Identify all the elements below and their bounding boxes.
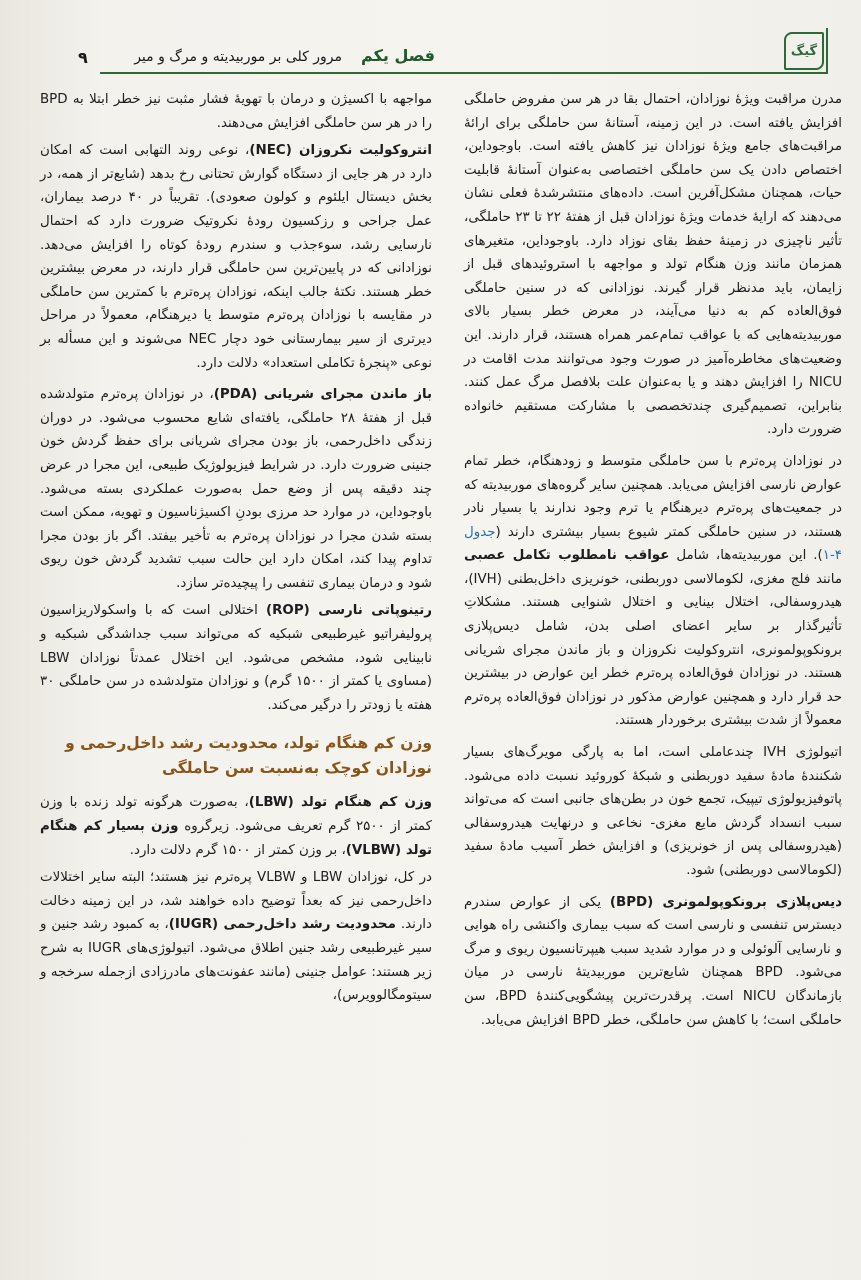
chapter-label: فصل یکم <box>361 46 435 65</box>
page-number: ۹ <box>78 48 88 67</box>
section-heading: وزن کم هنگام تولد، محدودیت رشد داخل‌رحمی و نوزادان کوچک به‌نسبت سن حاملگی <box>65 734 432 778</box>
term-rop: رتینوپاتی نارسی (ROP) <box>266 603 432 619</box>
term-neurodevelopmental: عواقب نامطلوب تکامل عصبی <box>464 548 670 564</box>
left-column <box>40 88 432 1012</box>
term-pda: باز ماندن مجرای شریانی (PDA) <box>213 387 432 403</box>
paragraph: مواجهه با اکسیژن و درمان با تهویهٔ فشار مثبت نیز خطر ابتلا به BPD را در هر سن حاملگی افزایش می‌دهند. <box>40 92 432 131</box>
paragraph: دیس‌پلازی برونکوپولمونری (BPD) یکی از عوارض سندرم دیسترس تنفسی و نارسی است که سبب بیماری واکنشی راه هوایی و نارسایی آلوئولی و در موارد شدید سبب هیپرتانسیون ریوی و مرگ می‌شود. BPD همچنان شایع‌ترین موربیدیتهٔ نارسی در میان بازماندگان NICU است. پرقدرت‌ترین پیشگویی‌کنندهٔ BPD، سن حاملگی است؛ با کاهش سن حاملگی، خطر BPD افزایش می‌یابد. <box>464 894 843 1028</box>
term-nec: انتروکولیت نکروزان (NEC) <box>249 143 433 159</box>
running-head: مرور کلی بر موربیدیته و مرگ و میر <box>134 49 342 65</box>
header-rule <box>100 72 828 74</box>
term-iugr: محدودیت رشد داخل‌رحمی (IUGR) <box>168 917 396 933</box>
paragraph: مدرن مراقبت ویژهٔ نوزادان، احتمال بقا در هر سن مفروض حاملگی افزایش یافته است. در این زمینه، آستانهٔ سن حاملگی برای ارائهٔ مراقبت‌های جامع ویژهٔ نوزادان نیز کاهش یافته است. باوجوداین، اختصاص دادن یک سن حاملگی اختصاصی به‌عنوان آستانهٔ قابلیت حیات، همچنان مشکل‌آفرین است. داده‌های منتشرشدهٔ فعلی نشان می‌دهند که ارایهٔ خدمات ویژهٔ نوزادان قبل از هفتهٔ ۲۲ تا ۲۳ حاملگی، تأثیر ناچیزی در زمینهٔ حفظ بقای نوزاد دارد. باوجوداین، متغیرهای همزمان مانند وزن هنگام تولد و مواجهه با استروئیدهای قبل از زایمان، باید مدنظر قرار گیرند. نوزادانی که در سنین حاملگی فوق‌العاده کم به دنیا می‌آیند، در معرض خطر بسیار بالای موربیدیته‌هایی که با عواقب تمام‌عمر همراه هستند، قرار دارند. این وضعیت‌های مخاطره‌آمیز در صورت وجود می‌توانند مدت اقامت در NICU را افزایش دهند و یا به‌عنوان علت بلافصل مرگ عمل کنند. بنابراین، تصمیم‌گیری چندتخصصی با مشارکت مستقیم خانواده ضرورت دارد. <box>464 92 842 438</box>
term-lbw: وزن کم هنگام تولد (LBW) <box>248 795 432 811</box>
table-reference-link[interactable]: جدول ۴-۱ <box>464 524 842 564</box>
term-bpd: دیس‌پلازی برونکوپولمونری (BPD) <box>609 894 843 910</box>
term-vlbw: وزن بسیار کم هنگام تولد (VLBW) <box>40 819 432 858</box>
paragraph: رتینوپاتی نارسی (ROP) اختلالی است که با واسکولاریزاسیون پرولیفراتیو غیرطبیعی شبکیه که می‌تواند سبب جداشدگی شبکیه و نابینایی شود، مشخص می‌شود. این اختلال عمدتاً نوزادان LBW (مساوی یا کمتر از ۱۵۰۰ گرم) و نوزادان متولدشده در سن حاملگی ۳۰ هفته یا زودتر را درگیر می‌کند. <box>40 603 433 713</box>
right-column <box>464 88 842 1036</box>
paragraph: در نوزادان پره‌ترم با سن حاملگی متوسط و زودهنگام، خطر تمام عوارض نارسی افزایش می‌یابد. همچنین سایر گروه‌های موربیدیته که در جمعیت‌های پره‌ترم دیرهنگام یا ترم وجود ندارند یا بسیار نادر هستند، در سنین حاملگی کمتر شیوع بسیار بیشتری دارند (جدول ۴-۱). این موربیدیته‌ها، شامل عواقب نامطلوب تکامل عصبی مانند فلج مغزی، لکومالاسی دوربطنی، خونریزی داخل‌بطنی (IVH)، هیدروسفالی، اختلال بینایی و اختلال شنوایی هستند. مشکلاتِ تأثیرگذار بر سایر اعضای اصلی بدن، شامل دیس‌پلازی برونکوپولمونری، انتروکولیت نکروزان و باز ماندن مجرای شریانی هستند. در نوزادان فوق‌العاده پره‌ترم خطر این عوارض در بیشترین حد قرار دارد و همچنین عوارض مذکور در نوزادان فوق‌العاده پره‌ترم معمولاً از شدت بیشتری برخوردار هستند. <box>464 453 842 729</box>
paragraph: وزن کم هنگام تولد (LBW)، به‌صورت هرگونه تولد زنده با وزن کمتر از ۲۵۰۰ گرم تعریف می‌شود. زیرگروه وزن بسیار کم هنگام تولد (VLBW)، بر وزن کمتر از ۱۵۰۰ گرم دلالت دارد. <box>40 795 432 858</box>
paragraph: در کل، نوزادان LBW و VLBW پره‌ترم نیز هستند؛ البته سایر اختلالات داخل‌رحمی نیز که بعداً توضیح داده خواهند شد، در این زمینه دخالت دارند. محدودیت رشد داخل‌رحمی (IUGR)، به کمبود رشد جنین و سیر غیرطبیعی رشد جنین اطلاق می‌شود. اتیولوژی‌های IUGR به شرح زیر هستند: عوامل جنینی (مانند عفونت‌های مادرزادی ازجمله سرخجه و سیتومگالوویرس)، <box>40 870 432 1004</box>
page-header <box>30 28 830 78</box>
header-side-rule <box>826 28 828 74</box>
paragraph: انتروکولیت نکروزان (NEC)، نوعی روند التهابی است که امکان دارد در هر جایی از دستگاه گوارش تحتانی رخ بدهد (شایع‌تر از همه، در بخش دیستال ایلئوم و کولون صعودی). تقریباً در ۴۰ درصد بیماران، عمل جراحی و رزکسیون رودهٔ نکروتیک ضرورت دارد که احتمال نارسایی رشد، سوء‌جذب و سندرم رودهٔ کوتاه را افزایش می‌دهد. نوزادانی که در پایین‌ترین سن حاملگی قرار دارند، در معرض بیشترین خطر هستند. نکتهٔ جالب اینکه، نوزادان پره‌ترم با کمترین سن حاملگی در مقایسه با نوزادان پره‌ترم متوسط یا دیرهنگام، معمولاً در مراحل دیرتری از سیر بیمارستانی خود دچار NEC می‌شوند و این مسأله بر نوعی «پنجرهٔ تکاملی استعداد» دلالت دارد. <box>40 143 433 371</box>
paragraph: اتیولوژی IVH چندعاملی است، اما به پارگی مویرگ‌های بسیار شکنندهٔ مادهٔ سفید دوربطنی و شبکهٔ کوروئید نسبت داده می‌شود. پاتوفیزیولوژی تیپیک، تجمع خون در بطن‌های جانبی است که می‌تواند سبب انسداد گردش مایع مغزی- نخاعی و درنهایت هیدروسفالی (هیدروسفالی پس از خونریزی) و افزایش خطر آسیب مادهٔ سفید (لکومالاسی دوربطنی) شود. <box>464 745 843 878</box>
paragraph: باز ماندن مجرای شریانی (PDA)، در نوزادان پره‌ترم متولدشده قبل از هفتهٔ ۲۸ حاملگی، یافته‌ای شایع محسوب می‌شود. در دوران زندگی داخل‌رحمی، باز بودن مجرای شریانی برای حفظ گردش خون جنینی ضرورت دارد. در شرایط فیزیولوژیک طبیعی، این مجرا در عرض چند دقیقه پس از وضع حمل به‌صورت عملکردی بسته می‌شود. باوجوداین، در موارد حد مرزی بودنِ اکسیژناسیون و تهویه، ممکن است بسته شدن مجرا در نوزادان پره‌ترم به تأخیر بیفتد. اگر باز بودن مجرا تداوم پیدا کند، امکان دارد این حالت سبب تشدید گردش خون ریوی شود و درمان بیماری تنفسی را پیچیده‌تر سازد. <box>40 387 432 591</box>
logo-text: گیگ <box>790 43 818 59</box>
publisher-logo <box>784 32 824 70</box>
